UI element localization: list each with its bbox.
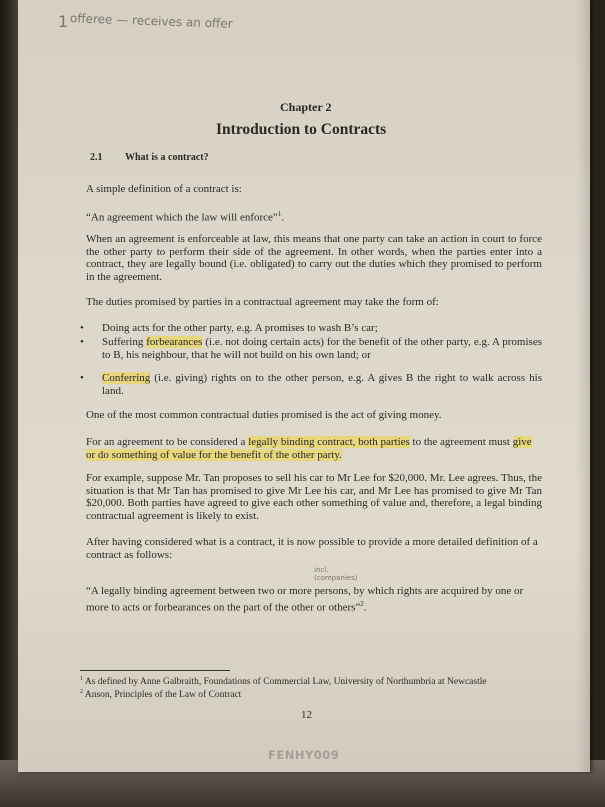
page-number: 12 xyxy=(301,709,312,721)
handwritten-note: offeree — receives an offer xyxy=(69,11,233,31)
bullet-icon: • xyxy=(80,336,84,348)
footnote-divider xyxy=(80,670,230,671)
print-stamp: FENHY009 xyxy=(268,748,340,762)
footnote: $^1$ As defined by Anne Galbraith, Foundations of Commercial Law, University of Northumbria at Newcastle xyxy=(80,676,487,688)
intro-line: A simple definition of a contract is: xyxy=(86,183,242,195)
detailed-definition: “A legally binding agreement between two or more persons, by which rights are acquired by one or more to acts or forbearances on the part of the other or others”$^2$. xyxy=(86,585,524,614)
section-heading: What is a contract? xyxy=(125,152,209,163)
paragraph-example: For example, suppose Mr. Tan proposes to sell his car to Mr Lee for $20,000. Mr. Lee agrees. Thus, the situation is that Mr Tan has promised to give Mr Lee his car, and Mr Lee has promised to give Mr Tan $20,000. Both parties have agreed to give each other something of value and, therefore, a legal binding contractual agreement is likely to exist. xyxy=(86,472,542,522)
bullet-item: • Conferring (i.e. giving) rights on to the other person, e.g. A gives B the right to walk across his land. xyxy=(80,372,542,397)
paragraph-duties: The duties promised by parties in a contractual agreement may take the form of: xyxy=(86,296,439,308)
bullet-icon: • xyxy=(80,322,84,334)
paragraph-money: One of the most common contractual duties promised is the act of giving money. xyxy=(86,409,442,421)
footnote: $^2$ Anson, Principles of the Law of Contract xyxy=(80,689,242,701)
paragraph-detailed: After having considered what is a contract, it is now possible to provide a more detailed definition of a contract as follows: xyxy=(86,536,538,561)
page-shadow xyxy=(576,0,590,772)
paragraph-binding: For an agreement to be considered a legally binding contract, both parties to the agreement must give or do something of value for the benefit of the other party. xyxy=(86,436,532,461)
handwritten-note-number: 1 xyxy=(58,12,69,31)
chapter-label: Chapter 2 xyxy=(280,100,332,114)
page-title: Introduction to Contracts xyxy=(216,121,387,138)
handwritten-margin-note: incl. (companies) xyxy=(314,566,358,582)
document-page xyxy=(18,0,590,772)
bullet-icon: • xyxy=(80,372,84,384)
bullet-item: • Suffering forbearances (i.e. not doing certain acts) for the benefit of the other party, e.g. A promises to B, his neighbour, that he will not build on his own land; or xyxy=(80,336,542,361)
bullet-item: • Doing acts for the other party, e.g. A promises to wash B’s car; xyxy=(80,322,378,334)
section-number: 2.1 xyxy=(90,152,103,163)
definition-quote: “An agreement which the law will enforce”$^1$. xyxy=(86,210,285,224)
paragraph-enforceable: When an agreement is enforceable at law, this means that one party can take an action in court to force the other party to perform their side of the agreement. In other words, when the parties enter into a contract, they are legally bound (i.e. obligated) to carry out the duties which they promised to perform in the agreement. xyxy=(86,233,542,283)
